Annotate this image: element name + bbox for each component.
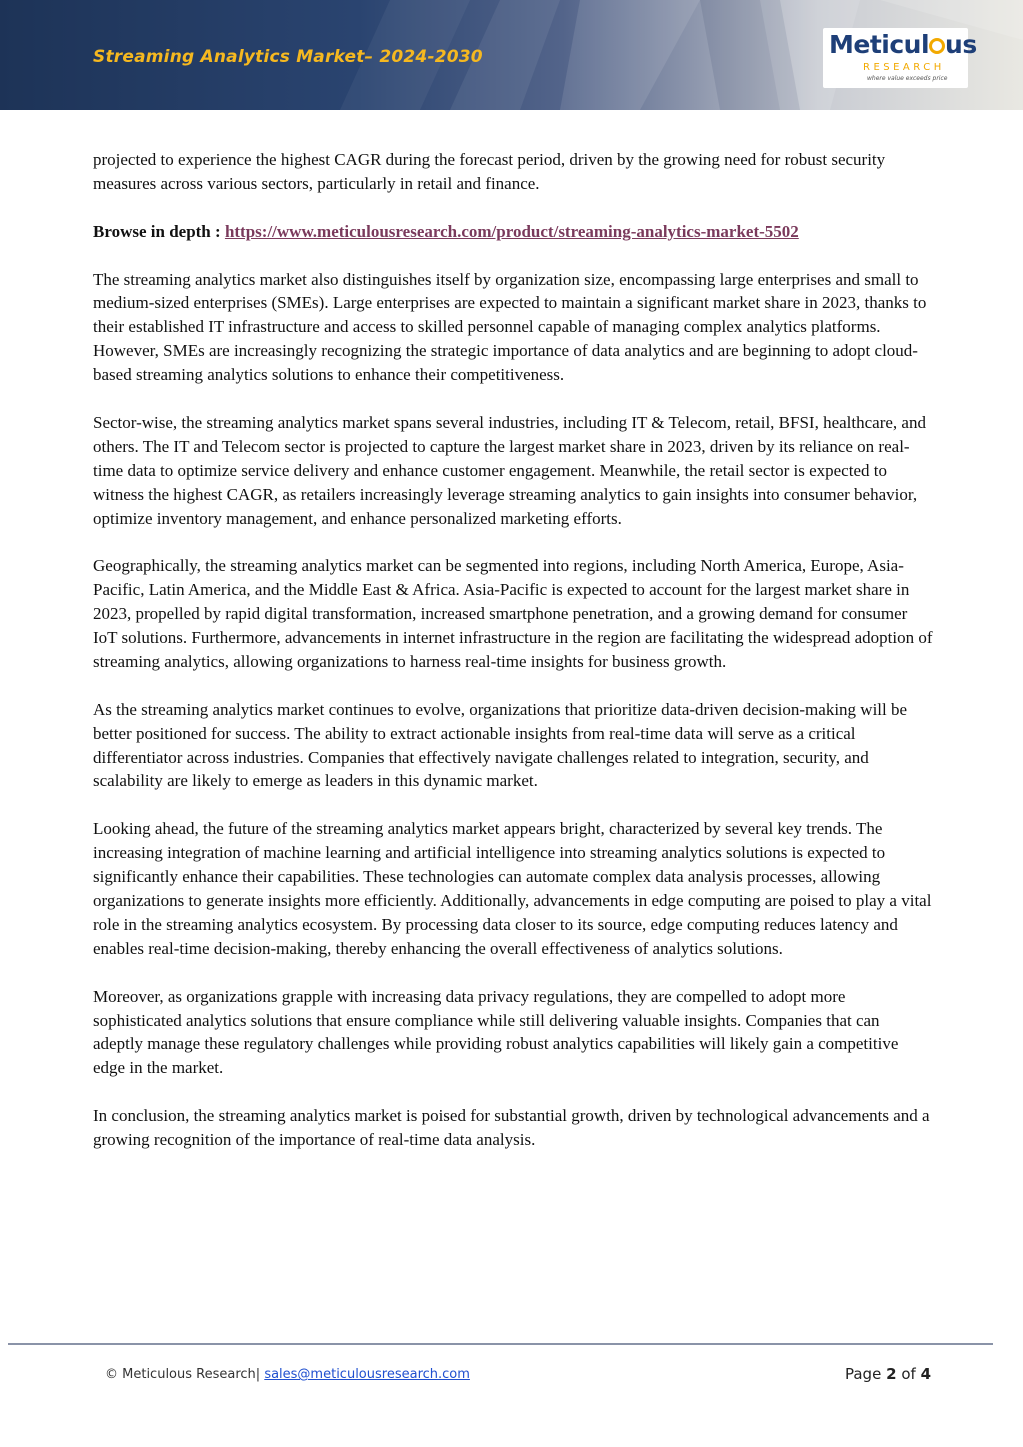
paragraph-7: Moreover, as organizations grapple with increasing data privacy regulations, they are compelled to adopt more sophisticated analytics solutions that ensure compliance while still delivering valuable insights. Companies that can adeptly manage these regulatory challenges while providing robust analytics capabilities will likely gain a competitive edge in the market. (93, 986, 899, 1078)
paragraph-3: Sector-wise, the streaming analytics market spans several industries, including IT & Telecom, retail, BFSI, healthcare, and others. The IT and Telecom sector is projected to capture the largest market share in 2023, driven by its reliance on real-time data to optimize service delivery and enhance customer engagement. Meanwhile, the retail sector is expected to witness the highest CAGR, as retailers increasingly leverage streaming analytics to gain insights into consumer behavior, optimize inventory management, and enhance personalized marketing efforts. (93, 412, 926, 528)
company-logo (823, 28, 977, 88)
paragraph-4: Geographically, the streaming analytics market can be segmented into regions, including North America, Europe, Asia-Pacific, Latin America, and the Middle East & Africa. Asia-Pacific is expected to account for the largest market share in 2023, propelled by rapid digital transformation, increased smartphone penetration, and a growing demand for consumer IoT solutions. Furthermore, advancements in internet infrastructure in the region are facilitating the widespread adoption of streaming analytics, allowing organizations to harness real-time insights for business growth. (93, 556, 933, 671)
page-total: 4 (920, 1365, 931, 1383)
logo-subtitle: RESEARCH (863, 62, 945, 73)
paragraph-6: Looking ahead, the future of the streaming analytics market appears bright, characterized by several key trends. The increasing integration of machine learning and artificial intelligence into streaming analytics solutions is expected to significantly enhance their capabilities. These technologies can automate complex data analysis processes, allowing organizations to generate insights more efficiently. Additionally, advancements in edge computing are poised to play a vital role in the streaming analytics ecosystem. By processing data closer to its source, edge computing reduces latency and enables real-time decision-making, thereby enhancing the overall effectiveness of analytics solutions. (93, 819, 932, 958)
paragraph-5: As the streaming analytics market continues to evolve, organizations that prioritize data-driven decision-making will be better positioned for success. The ability to extract actionable insights from real-time data will serve as a critical differentiator across industries. Companies that effectively navigate challenges related to integration, security, and scalability are likely to emerge as leaders in this dynamic market. (93, 699, 908, 791)
magnifier-icon (929, 38, 945, 54)
browse-label: Browse in depth : (93, 221, 221, 241)
document-body (93, 148, 933, 1176)
browse-link[interactable]: https://www.meticulousresearch.com/product/streaming-analytics-market-5502 (224, 221, 799, 241)
logo-tagline: where value exceeds price (867, 75, 948, 82)
page-header (0, 0, 1023, 110)
footer-copyright: © Meticulous Research| sales@meticulousresearch.com (105, 1367, 470, 1382)
paragraph-8: In conclusion, the streaming analytics market is poised for substantial growth, driven by technological advancements and a growing recognition of the importance of real-time data analysis. (93, 1106, 930, 1150)
footer-divider (8, 1343, 993, 1345)
browse-line (93, 220, 933, 244)
logo-wordmark: Meticul us (829, 30, 977, 59)
footer-email-link[interactable]: sales@meticulousresearch.com (264, 1367, 470, 1382)
header-title: Streaming Analytics Market– 2024-2030 (93, 47, 483, 67)
page-number: Page 2 of 4 (844, 1365, 931, 1383)
paragraph-1: projected to experience the highest CAGR during the forecast period, driven by the growing need for robust security measures across various sectors, particularly in retail and finance. (93, 150, 886, 193)
page-current: 2 (886, 1365, 897, 1383)
paragraph-2: The streaming analytics market also distinguishes itself by organization size, encompassing large enterprises and small to medium-sized enterprises (SMEs). Large enterprises are expected to maintain a significant market share in 2023, thanks to their established IT infrastructure and access to skilled personnel capable of managing complex analytics platforms. However, SMEs are increasingly recognizing the strategic importance of data analytics and are beginning to adopt cloud-based streaming analytics solutions to enhance their competitiveness. (93, 269, 927, 385)
